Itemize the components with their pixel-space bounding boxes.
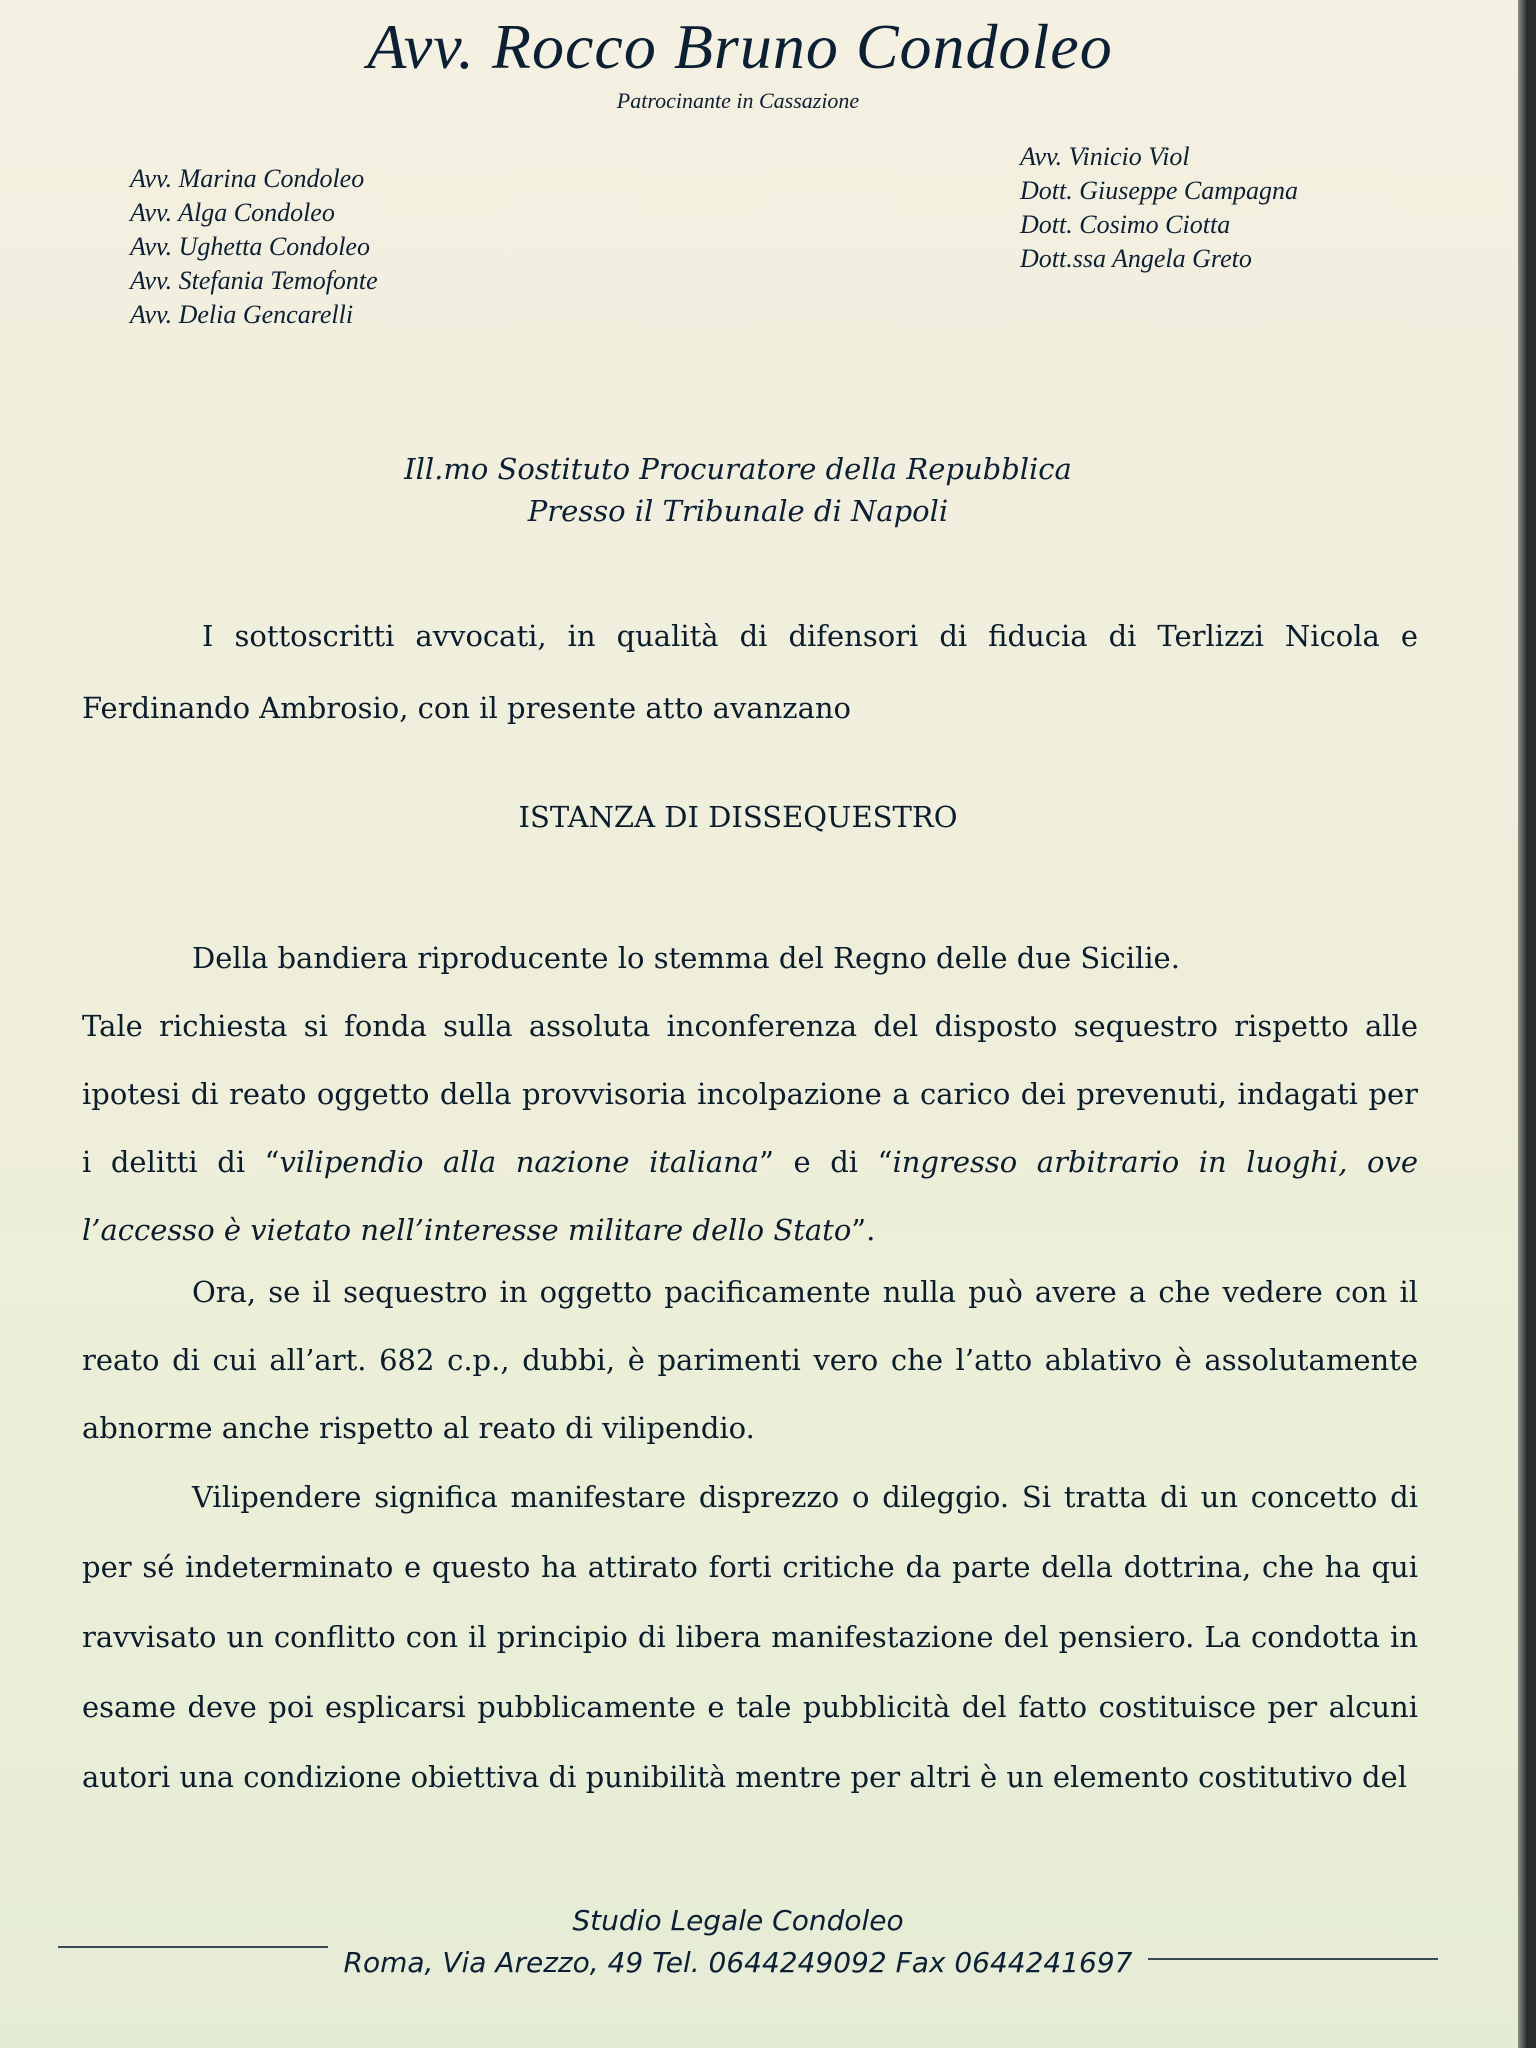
request-text-end: ”. bbox=[851, 1213, 876, 1247]
associate-name: Avv. Vinicio Viol bbox=[1020, 142, 1190, 171]
vilipendio-paragraph: Vilipendere significa manifestare disprezzo o dileggio. Si tratta di un concetto di per sé indeterminato e questo ha attirato forti critiche da parte della dottrina, che ha qui ravvisato un conflitto con il principio di libera manifestazione del pensiero. La condotta in esame deve poi esplicarsi pubblicamente e tale pubblicità del fatto costituisce per alcuni autori una condizione obiettiva di punibilità mentre per altri è un elemento costitutivo del bbox=[82, 1480, 1418, 1794]
footer-address: Roma, Via Arezzo, 49 Tel. 0644249092 Fax 0644241697 bbox=[343, 1946, 1133, 1979]
charge-quote-2: ingresso arbitrario in luoghi, ove l’accesso è vietato nell’interesse militare dello Stato bbox=[82, 1145, 1419, 1247]
footer bbox=[0, 1900, 1476, 1984]
intro-paragraph: I sottoscritti avvocati, in qualità di difensori di fiducia di Terlizzi Nicola e Ferdinando Ambrosio, con il presente atto avanzano bbox=[82, 619, 1418, 725]
footer-firm: Studio Legale Condoleo bbox=[572, 1904, 904, 1937]
charge-quote-1: vilipendio alla nazione italiana bbox=[279, 1145, 760, 1179]
request-text: Tale richiesta si fonda sulla assoluta inconferenza del disposto sequestro rispetto alle ipotesi di reato oggetto della provvisoria incolpazione a carico dei prevenuti, indagati per i delitti di “ bbox=[82, 1009, 1418, 1179]
request-text-mid: ” e di “ bbox=[759, 1145, 893, 1179]
request-paragraph bbox=[82, 924, 1418, 1264]
associate-name: Avv. Stefania Temofonte bbox=[130, 266, 378, 295]
firm-name: Avv. Rocco Bruno Condoleo bbox=[367, 11, 1113, 82]
addressee bbox=[0, 448, 1476, 532]
document-title: ISTANZA DI DISSEQUESTRO bbox=[518, 800, 958, 834]
associate-name: Dott.ssa Angela Greto bbox=[1020, 244, 1252, 273]
request-subject: Della bandiera riproducente lo stemma del Regno delle due Sicilie. bbox=[192, 941, 1180, 975]
associate-name: Dott. Cosimo Ciotta bbox=[1020, 210, 1231, 239]
addressee-line: Presso il Tribunale di Napoli bbox=[527, 494, 949, 528]
associate-name: Avv. Ughetta Condoleo bbox=[130, 232, 370, 261]
argument-paragraph: Ora, se il sequestro in oggetto pacificamente nulla può avere a che vedere con il reato di cui all’art. 682 c.p., dubbi, è parimenti vero che l’atto ablativo è assolutamente abnorme anche rispetto al reato di vilipendio. bbox=[82, 1275, 1418, 1445]
associates-right-list bbox=[1020, 140, 1298, 276]
associate-name: Dott. Giuseppe Campagna bbox=[1020, 176, 1299, 205]
associate-name: Avv. Delia Gencarelli bbox=[130, 300, 354, 329]
associates-left-list bbox=[130, 162, 378, 332]
page-edge-shadow bbox=[1518, 0, 1528, 2048]
firm-subtitle: Patrocinante in Cassazione bbox=[616, 88, 860, 113]
addressee-line: Ill.mo Sostituto Procuratore della Repubblica bbox=[404, 452, 1072, 486]
associate-name: Avv. Marina Condoleo bbox=[130, 164, 365, 193]
associate-name: Avv. Alga Condoleo bbox=[130, 198, 335, 227]
